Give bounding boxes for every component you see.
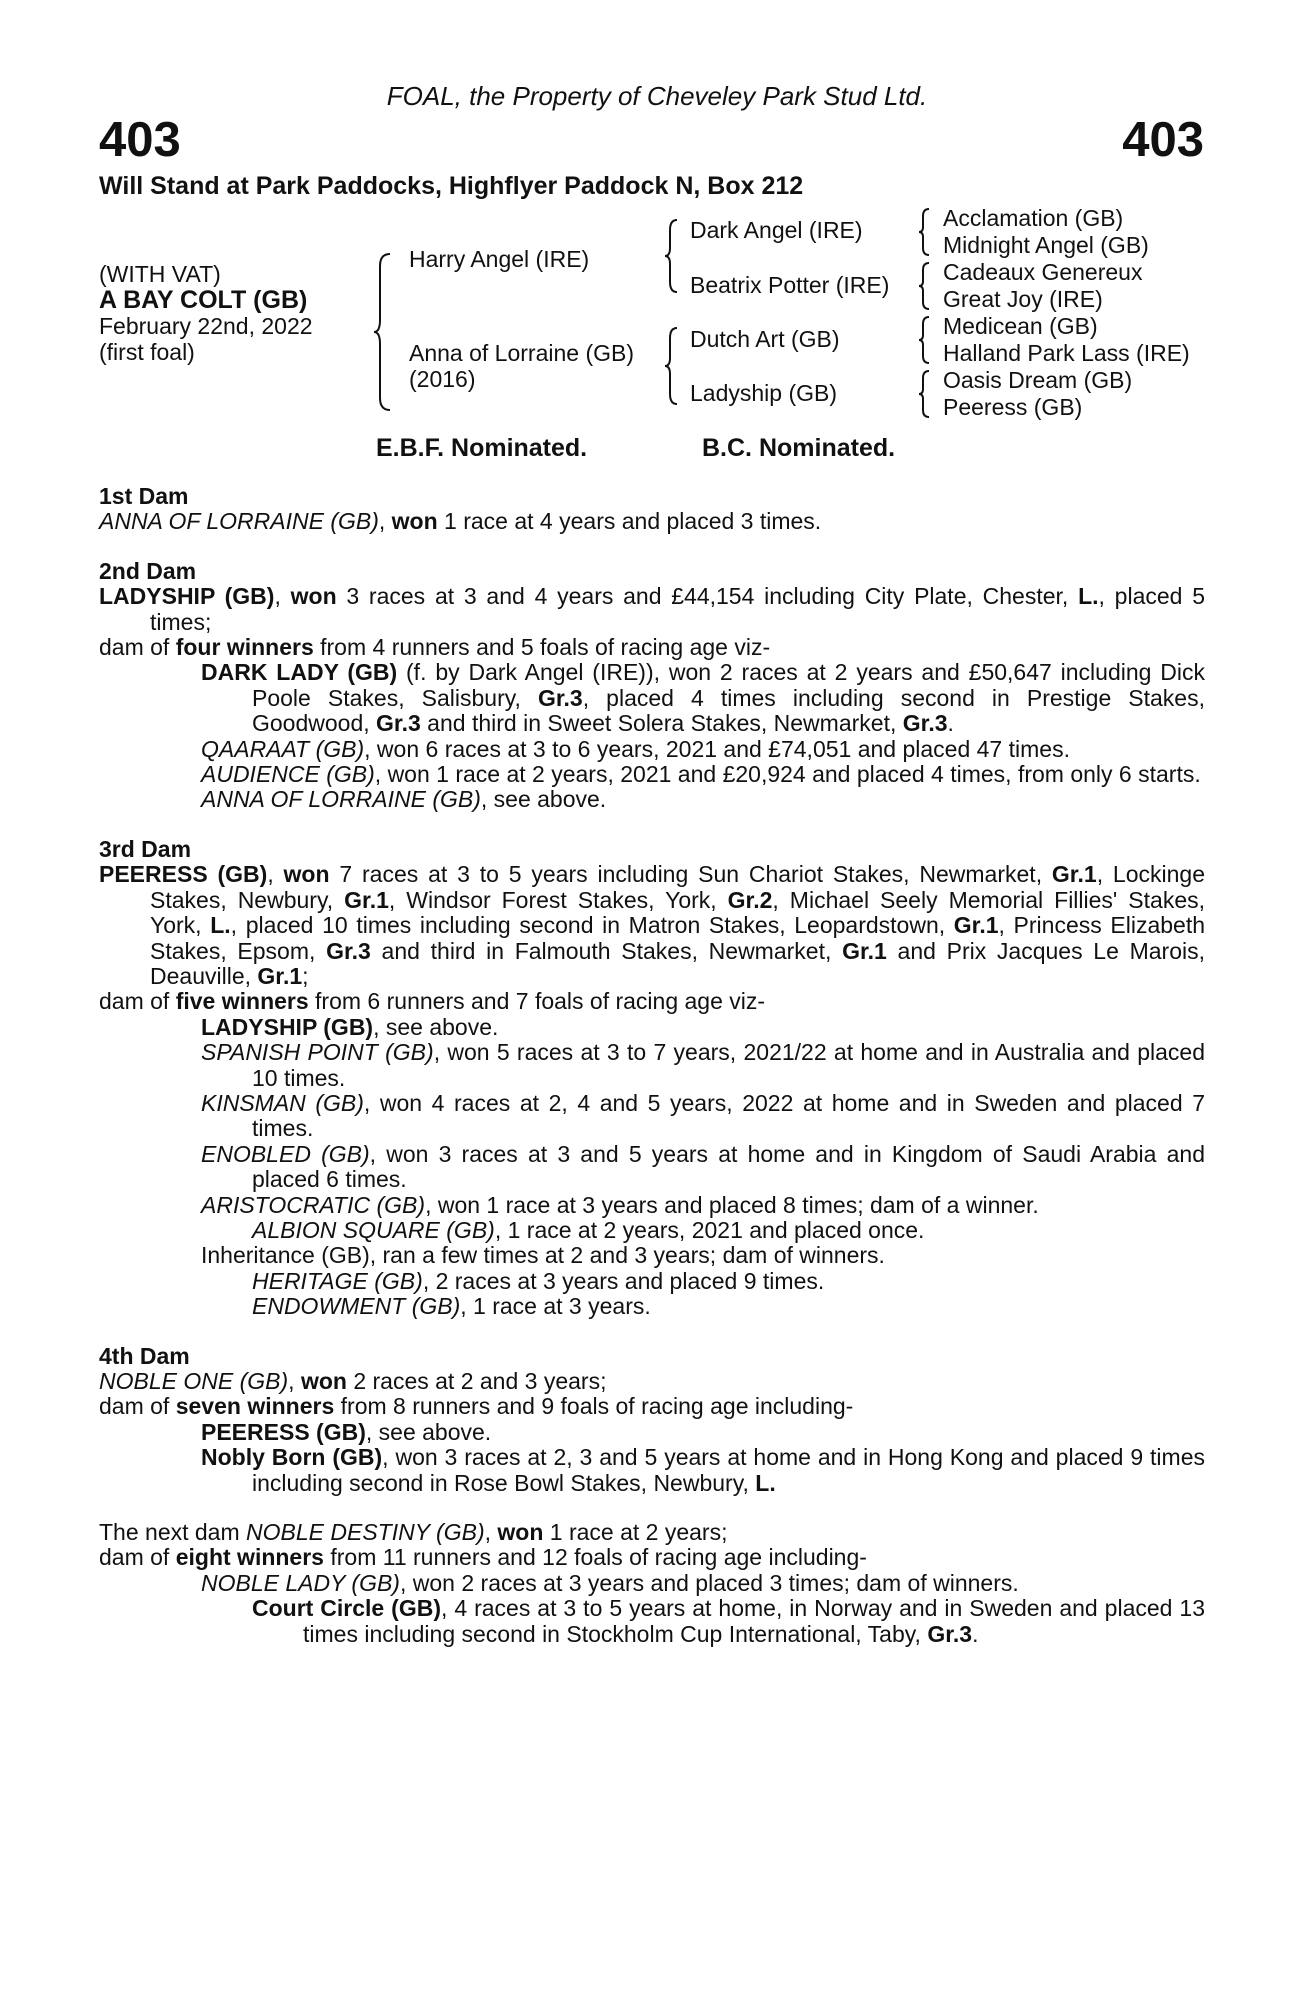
ebf-nomination: E.B.F. Nominated.	[376, 434, 588, 462]
horse-name: KINSMAN (GB)	[201, 1089, 364, 1116]
winners-count: seven winners	[175, 1393, 335, 1420]
grade-label: Gr.2	[727, 886, 773, 913]
record-text: , Princess Elizabeth Stakes, Epsom,	[150, 912, 1206, 964]
lot-number-right: 403	[1122, 113, 1204, 167]
record-text: Inheritance (GB), ran a few times at 2 and 3 years; dam of winners.	[201, 1242, 885, 1269]
section-heading: 3rd Dam	[99, 835, 192, 862]
colt-name: A BAY COLT (GB)	[99, 286, 308, 314]
dam-dam: Ladyship (GB)	[690, 380, 838, 406]
section-heading: 1st Dam	[99, 483, 189, 509]
record-text: , see above.	[365, 1418, 492, 1445]
horse-name: Court Circle (GB)	[252, 1595, 441, 1622]
grade-label: Gr.3	[537, 684, 583, 711]
horse-name: Nobly Born (GB)	[201, 1444, 383, 1471]
produce-summary	[99, 1545, 1205, 1570]
record-text: , won 5 races at 3 to 7 years, 2021/22 at home and in Australia and placed 10 times.	[252, 1039, 1205, 1091]
dam-sire: Dutch Art (GB)	[690, 326, 840, 352]
grade-label: Gr.1	[1051, 861, 1097, 888]
text: from 4 runners and 5 foals of racing age viz-	[313, 634, 771, 661]
produce-entry	[99, 1445, 1205, 1496]
text: The next dam	[99, 1519, 247, 1546]
record-text: , Michael Seely Memorial Fillies' Stakes, York,	[150, 886, 1206, 939]
produce-entry	[99, 1091, 1205, 1142]
colt-note: (first foal)	[99, 339, 195, 365]
won-label: won	[290, 583, 337, 610]
record-text: , won 1 race at 2 years, 2021 and £20,924 and placed 4 times, from only 6 starts.	[374, 761, 1201, 788]
sire-dam: Beatrix Potter (IRE)	[690, 272, 890, 298]
horse-name: ENDOWMENT (GB)	[252, 1293, 461, 1320]
produce-entry	[99, 787, 1205, 812]
record-text: , 2 races at 3 years and placed 9 times.	[422, 1267, 825, 1294]
horse-name: PEERESS (GB)	[99, 861, 268, 888]
grade-label: L.	[755, 1469, 776, 1496]
text: from 8 runners and 9 foals of racing age including-	[334, 1393, 854, 1420]
record-text: , see above.	[480, 786, 607, 813]
text: dam of	[99, 1393, 176, 1420]
record-text: , won 4 races at 2, 4 and 5 years, 2022 at home and in Sweden and placed 7 times.	[252, 1089, 1206, 1142]
horse-name: ENOBLED (GB)	[201, 1140, 370, 1167]
sire: Harry Angel (IRE)	[409, 246, 590, 272]
grade-label: Gr.3	[927, 1620, 973, 1647]
grand-produce-entry	[150, 1218, 1205, 1243]
grandparent-4: Great Joy (IRE)	[943, 286, 1103, 312]
text: dam of	[99, 634, 176, 661]
dam-year: (2016)	[409, 366, 476, 392]
produce-entry	[99, 762, 1205, 787]
grandparent-2: Midnight Angel (GB)	[943, 232, 1149, 258]
produce-entry	[99, 1243, 1205, 1268]
produce-summary	[99, 635, 1205, 660]
pedigree-brace-g4	[917, 369, 933, 419]
record-text: , Windsor Forest Stakes, York,	[388, 886, 728, 913]
record-text: , won 6 races at 3 to 6 years, 2021 and £74,051 and placed 47 times.	[364, 735, 1070, 762]
horse-name: NOBLE ONE (GB)	[99, 1368, 289, 1394]
grade-label: Gr.1	[953, 912, 999, 939]
third-dam-section	[99, 837, 1205, 1320]
text: from 11 runners and 12 foals of racing age including-	[323, 1544, 867, 1571]
horse-name: HERITAGE (GB)	[252, 1267, 423, 1294]
pedigree-brace-main	[372, 252, 394, 412]
bc-nomination: B.C. Nominated.	[702, 434, 896, 462]
produce-entry	[99, 1142, 1205, 1193]
record-text: , Lockinge Stakes, Newbury,	[150, 861, 1205, 913]
next-dam-section	[99, 1520, 1205, 1647]
winners-count: five winners	[175, 988, 309, 1015]
produce-summary	[99, 1394, 1205, 1419]
grade-label: Gr.1	[344, 886, 389, 913]
text: ,	[484, 1519, 498, 1546]
section-heading: 4th Dam	[99, 1342, 190, 1369]
horse-name: ANNA OF LORRAINE (GB)	[201, 786, 481, 813]
record-text: , 1 race at 3 years.	[460, 1293, 651, 1320]
first-dam-section	[99, 484, 1205, 535]
text: dam of	[99, 988, 176, 1015]
produce-entry	[99, 1015, 1205, 1040]
horse-name: QAARAAT (GB)	[201, 735, 365, 762]
horse-name: ANNA OF LORRAINE (GB)	[99, 508, 379, 535]
won-label: won	[283, 861, 330, 888]
colt-info	[99, 261, 313, 365]
pedigree-brace-g2	[917, 261, 933, 311]
produce-entry	[99, 1571, 1205, 1596]
first-dam-text: ANNA OF LORRAINE (GB), won 1 race at 4 years and placed 3 times.	[99, 508, 822, 535]
horse-name: NOBLE DESTINY (GB)	[246, 1519, 485, 1546]
pedigree-brace-dam	[663, 326, 681, 408]
grade-label: Gr.1	[842, 937, 887, 964]
next-dam-text	[99, 1520, 1205, 1545]
record-text: 3 races at 3 and 4 years and £44,154 including City Plate, Chester,	[336, 583, 1079, 610]
grand-produce-entry	[99, 1269, 1205, 1294]
record-text: and third in Sweet Solera Stakes, Newmarket,	[420, 710, 903, 737]
second-dam-section	[99, 559, 1205, 813]
record-text: , placed 5 times;	[150, 583, 1205, 635]
horse-name: LADYSHIP (GB)	[201, 1013, 374, 1040]
horse-name: ALBION SQUARE (GB)	[252, 1216, 495, 1243]
horse-name: NOBLE LADY (GB)	[201, 1569, 400, 1596]
dam: Anna of Lorraine (GB)	[409, 340, 635, 366]
grade-label: Gr.1	[257, 962, 303, 989]
stand-location: Will Stand at Park Paddocks, Highflyer Paddock N, Box 212	[99, 172, 804, 200]
record-text: , won 3 races at 3 and 5 years at home and in Kingdom of Saudi Arabia and placed 6 times.	[252, 1140, 1205, 1193]
horse-name: SPANISH POINT (GB)	[201, 1039, 434, 1066]
grandparent-7: Oasis Dream (GB)	[943, 367, 1133, 393]
produce-entry	[99, 737, 1205, 762]
grade-label: Gr.3	[326, 937, 371, 964]
pedigree-brace-g3	[917, 315, 933, 365]
grade-label: Gr.3	[376, 710, 421, 737]
horse-name: DARK LADY (GB)	[201, 659, 398, 686]
section-heading: 2nd Dam	[99, 557, 197, 584]
record-text: .	[947, 710, 954, 737]
record-text: and third in Falmouth Stakes, Newmarket,	[370, 937, 843, 964]
winners-count: four winners	[175, 634, 314, 661]
winners-count: eight winners	[175, 1544, 324, 1571]
record-text: ;	[302, 962, 309, 989]
pedigree-brace-g1	[917, 207, 933, 257]
grandparent-5: Medicean (GB)	[943, 313, 1098, 339]
grandparent-1: Acclamation (GB)	[943, 205, 1124, 231]
record-text: , 1 race at 2 years, 2021 and placed once.	[494, 1216, 925, 1243]
pedigree-brace-sire	[663, 218, 681, 296]
grade-label: L.	[210, 912, 231, 939]
grade-label: Gr.3	[902, 710, 948, 737]
won-label: won	[300, 1368, 347, 1394]
colt-dob: February 22nd, 2022	[99, 313, 313, 339]
record-text: 7 races at 3 to 5 years including Sun Chariot Stakes, Newmarket,	[329, 861, 1052, 888]
vat-note: (WITH VAT)	[99, 261, 221, 287]
produce-entry	[99, 1193, 1205, 1218]
grand-produce-entry	[99, 1596, 1205, 1647]
fourth-dam-section	[99, 1344, 1205, 1496]
grandparent-6: Halland Park Lass (IRE)	[943, 340, 1190, 366]
won-label: won	[391, 508, 438, 535]
record-text: , see above.	[373, 1013, 499, 1040]
record-text: 2 races at 2 and 3 years;	[346, 1368, 607, 1394]
text: from 6 runners and 7 foals of racing age viz-	[308, 988, 766, 1015]
record-text: , placed 10 times including second in Matron Stakes, Leopardstown,	[230, 912, 954, 939]
record-text: .	[972, 1620, 979, 1647]
record-text: , won 1 race at 3 years and placed 8 times; dam of a winner.	[425, 1191, 1039, 1218]
produce-entry	[99, 1040, 1205, 1091]
record-text: (f. by Dark Angel (IRE)), won 2 races at 2 years and £50,647 including Dick Poole Stakes, Salisbury,	[252, 659, 1206, 711]
horse-name: PEERESS (GB)	[201, 1418, 366, 1445]
horse-name: LADYSHIP (GB)	[99, 583, 275, 610]
lot-number-left: 403	[99, 113, 181, 167]
grandparent-3: Cadeaux Genereux	[943, 259, 1143, 285]
record-text: , won 2 races at 3 years and placed 3 times; dam of winners.	[399, 1569, 1019, 1596]
second-dam-text: LADYSHIP (GB), won 3 races at 3 and 4 years and £44,154 including City Plate, Chester, L., placed 5 times;	[99, 583, 1205, 635]
fourth-dam-text: NOBLE ONE (GB), won 2 races at 2 and 3 years;	[99, 1368, 607, 1394]
won-label: won	[497, 1519, 544, 1546]
horse-name: AUDIENCE (GB)	[201, 761, 375, 788]
grandparent-8: Peeress (GB)	[943, 394, 1083, 420]
produce-entry	[99, 660, 1205, 736]
record-text: 1 race at 4 years and placed 3 times.	[437, 508, 822, 535]
dam-lines	[99, 484, 1205, 1671]
grand-produce-entry	[99, 1294, 1205, 1319]
record-text: , won 3 races at 2, 3 and 5 years at home and in Hong Kong and placed 9 times including second in Rose Bowl Stakes, Newbury,	[252, 1444, 1205, 1496]
text: dam of	[99, 1544, 176, 1571]
record-text: and Prix Jacques Le Marois, Deauville,	[150, 937, 1205, 989]
grade-label: L.	[1078, 583, 1099, 610]
produce-entry	[99, 1420, 1205, 1445]
horse-name: ARISTOCRATIC (GB)	[201, 1191, 426, 1218]
record-text: , placed 4 times including second in Prestige Stakes, Goodwood,	[252, 684, 1205, 737]
produce-summary	[99, 989, 1205, 1014]
record-text: , 4 races at 3 to 5 years at home, in Norway and in Sweden and placed 13 times including second in Stockholm Cup International, Taby,	[303, 1595, 1205, 1647]
sire-sire: Dark Angel (IRE)	[690, 217, 863, 243]
third-dam-text: PEERESS (GB), won 7 races at 3 to 5 years including Sun Chariot Stakes, Newmarket, Gr.1, Lockinge Stakes, Newbury, Gr.1, Windsor Forest Stakes, York, Gr.2, Michael Seely Memorial Fillies' Stakes, York, L., placed 10 times including second in Matron Stakes, Leopardstown, Gr.1, Princess Elizabeth Stakes, Epsom, Gr.3 and third in Falmouth Stakes, Newmarket, Gr.1 and Prix Jacques Le Marois, Deauville, Gr.1;	[99, 861, 1206, 989]
page-title: FOAL, the Property of Cheveley Park Stud Ltd.	[386, 81, 928, 111]
record-text: 1 race at 2 years;	[543, 1519, 728, 1546]
